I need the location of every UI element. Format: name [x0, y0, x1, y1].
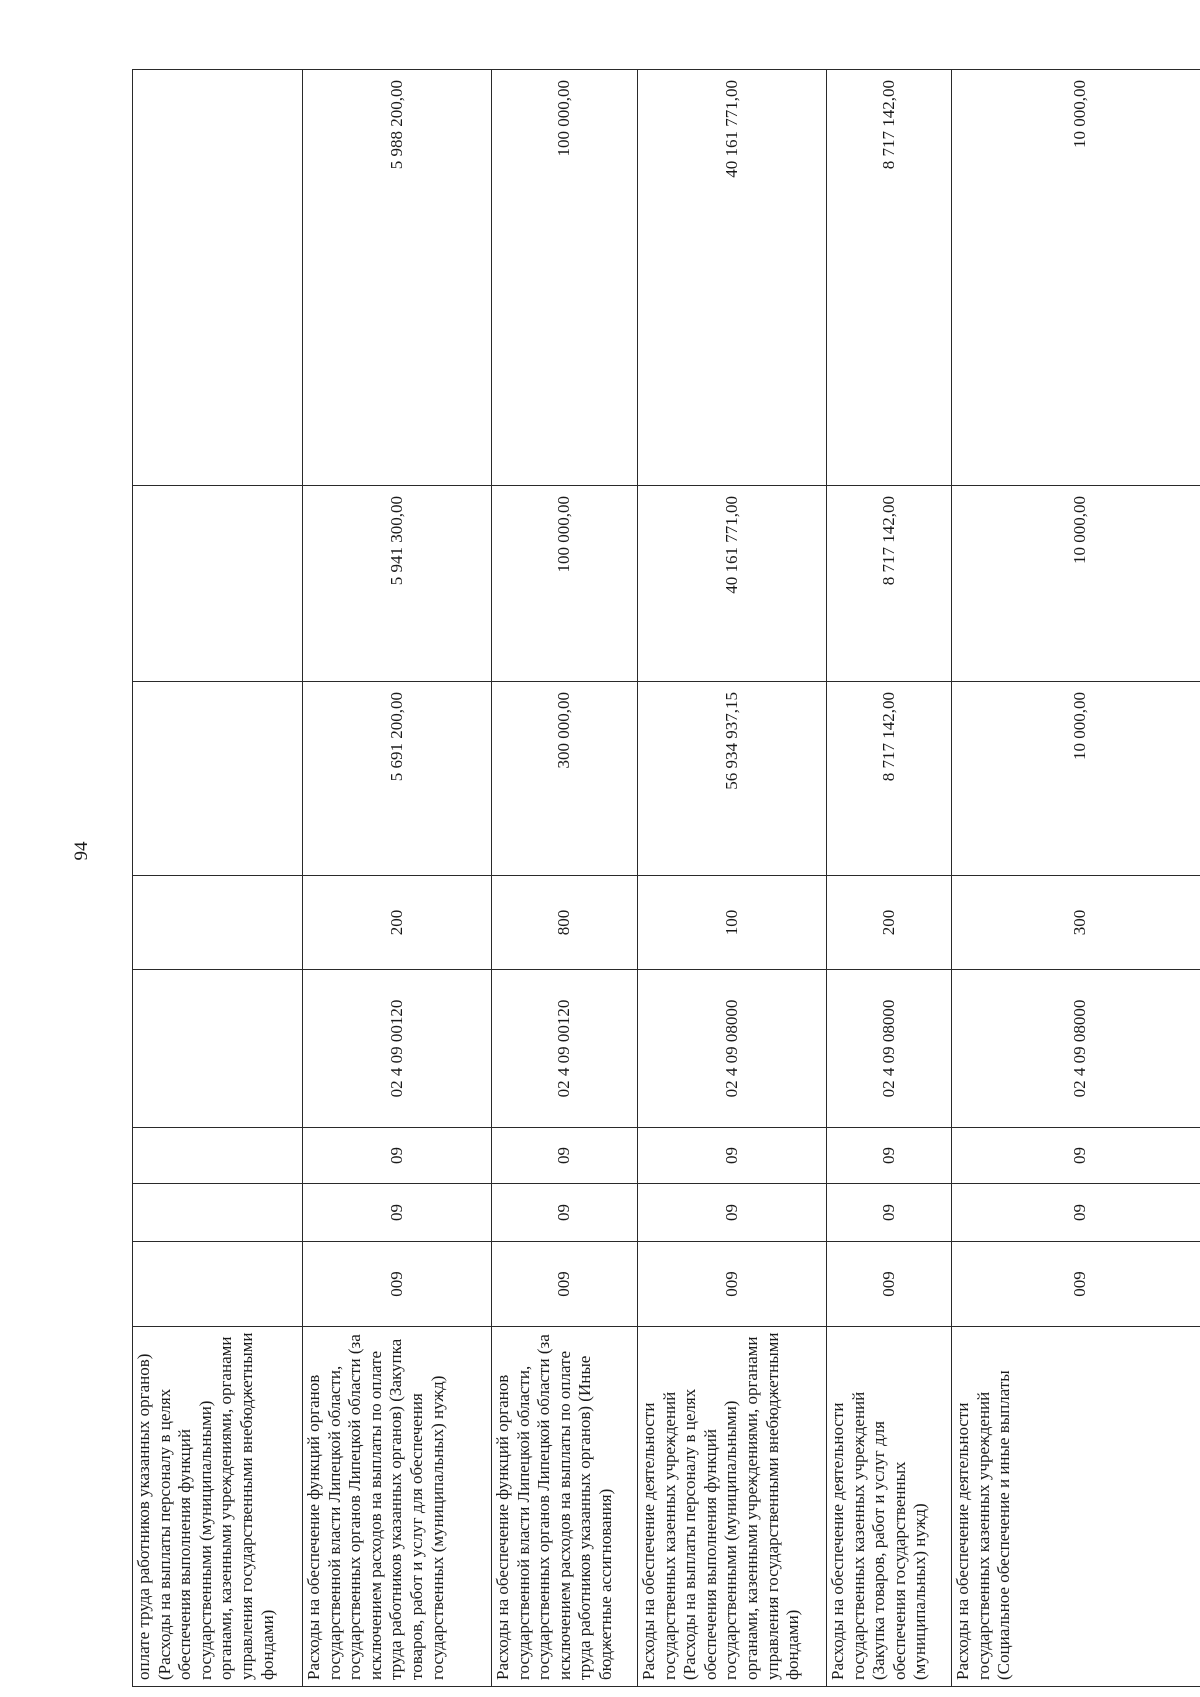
expense-type-code [133, 876, 303, 970]
rotated-page-layer [132, 70, 1200, 1687]
ministry-code: 009 [827, 1242, 952, 1327]
amount-year-3: 100 000,00 [492, 70, 638, 486]
amount-year-2: 100 000,00 [492, 486, 638, 682]
row-description: Расходы на обеспечение деятельности государственных казенных учреждений (Закупка товаров, работ и услуг для обеспечения государственных (муниципальных) нужд) [827, 1327, 952, 1687]
target-article-code: 02 4 09 08000 [952, 970, 1200, 1128]
row-description: Расходы на обеспечение функций органов государственной власти Липецкой области, государственных органов Липецкой области (за исключением расходов на выплаты по оплате труда работников указанных органов) (Иные бюджетные ассигнования) [492, 1327, 638, 1687]
row-description: оплате труда работников указанных органов) (Расходы на выплаты персоналу в целях обеспечения выполнения функций государственными (муниципальными) органами, казенными учреждениями, органами управления государственными внебюджетными фондами) [133, 1327, 303, 1687]
table-row [303, 70, 492, 1687]
expense-type-code: 100 [638, 876, 827, 970]
table-row [492, 70, 638, 1687]
target-article-code: 02 4 09 08000 [827, 970, 952, 1128]
table-row [952, 70, 1200, 1687]
row-description: Расходы на обеспечение функций органов государственной власти Липецкой области, государственных органов Липецкой области (за исключением расходов на выплаты по оплате труда работников указанных органов) (Закупка товаров, работ и услуг для обеспечения государственных (муниципальных) нужд) [303, 1327, 492, 1687]
amount-year-1: 8 717 142,00 [827, 682, 952, 876]
target-article-code [133, 970, 303, 1128]
target-article-code: 02 4 09 00120 [303, 970, 492, 1128]
amount-year-1: 5 691 200,00 [303, 682, 492, 876]
amount-year-1: 10 000,00 [952, 682, 1200, 876]
amount-year-3: 40 161 771,00 [638, 70, 827, 486]
amount-year-2: 10 000,00 [952, 486, 1200, 682]
amount-year-2: 5 941 300,00 [303, 486, 492, 682]
subsection-code [133, 1128, 303, 1184]
amount-year-3: 8 717 142,00 [827, 70, 952, 486]
ministry-code: 009 [303, 1242, 492, 1327]
section-code: 09 [303, 1184, 492, 1242]
subsection-code: 09 [303, 1128, 492, 1184]
table-row [638, 70, 827, 1687]
ministry-code: 009 [952, 1242, 1200, 1327]
expense-type-code: 200 [303, 876, 492, 970]
subsection-code: 09 [492, 1128, 638, 1184]
amount-year-2: 40 161 771,00 [638, 486, 827, 682]
amount-year-3: 10 000,00 [952, 70, 1200, 486]
budget-table-container [132, 70, 1200, 1687]
expense-type-code: 800 [492, 876, 638, 970]
amount-year-3 [133, 70, 303, 486]
ministry-code: 009 [492, 1242, 638, 1327]
amount-year-1: 56 934 937,15 [638, 682, 827, 876]
table-row [133, 70, 303, 1687]
amount-year-2 [133, 486, 303, 682]
amount-year-2: 8 717 142,00 [827, 486, 952, 682]
expense-type-code: 300 [952, 876, 1200, 970]
amount-year-1: 300 000,00 [492, 682, 638, 876]
section-code: 09 [827, 1184, 952, 1242]
section-code [133, 1184, 303, 1242]
row-description: Расходы на обеспечение деятельности государственных казенных учреждений (Расходы на выплаты персоналу в целях обеспечения выполнения функций государственными (муниципальными) органами, казенными учреждениями, органами управления государственными внебюджетными фондами) [638, 1327, 827, 1687]
page-number: 94 [71, 841, 92, 861]
section-code: 09 [638, 1184, 827, 1242]
subsection-code: 09 [827, 1128, 952, 1184]
target-article-code: 02 4 09 08000 [638, 970, 827, 1128]
section-code: 09 [492, 1184, 638, 1242]
amount-year-3: 5 988 200,00 [303, 70, 492, 486]
subsection-code: 09 [638, 1128, 827, 1184]
budget-table [132, 69, 1200, 1687]
amount-year-1 [133, 682, 303, 876]
target-article-code: 02 4 09 00120 [492, 970, 638, 1128]
ministry-code [133, 1242, 303, 1327]
section-code: 09 [952, 1184, 1200, 1242]
row-description: Расходы на обеспечение деятельности государственных казенных учреждений (Социальное обеспечение и иные выплаты [952, 1327, 1200, 1687]
table-row [827, 70, 952, 1687]
subsection-code: 09 [952, 1128, 1200, 1184]
expense-type-code: 200 [827, 876, 952, 970]
ministry-code: 009 [638, 1242, 827, 1327]
